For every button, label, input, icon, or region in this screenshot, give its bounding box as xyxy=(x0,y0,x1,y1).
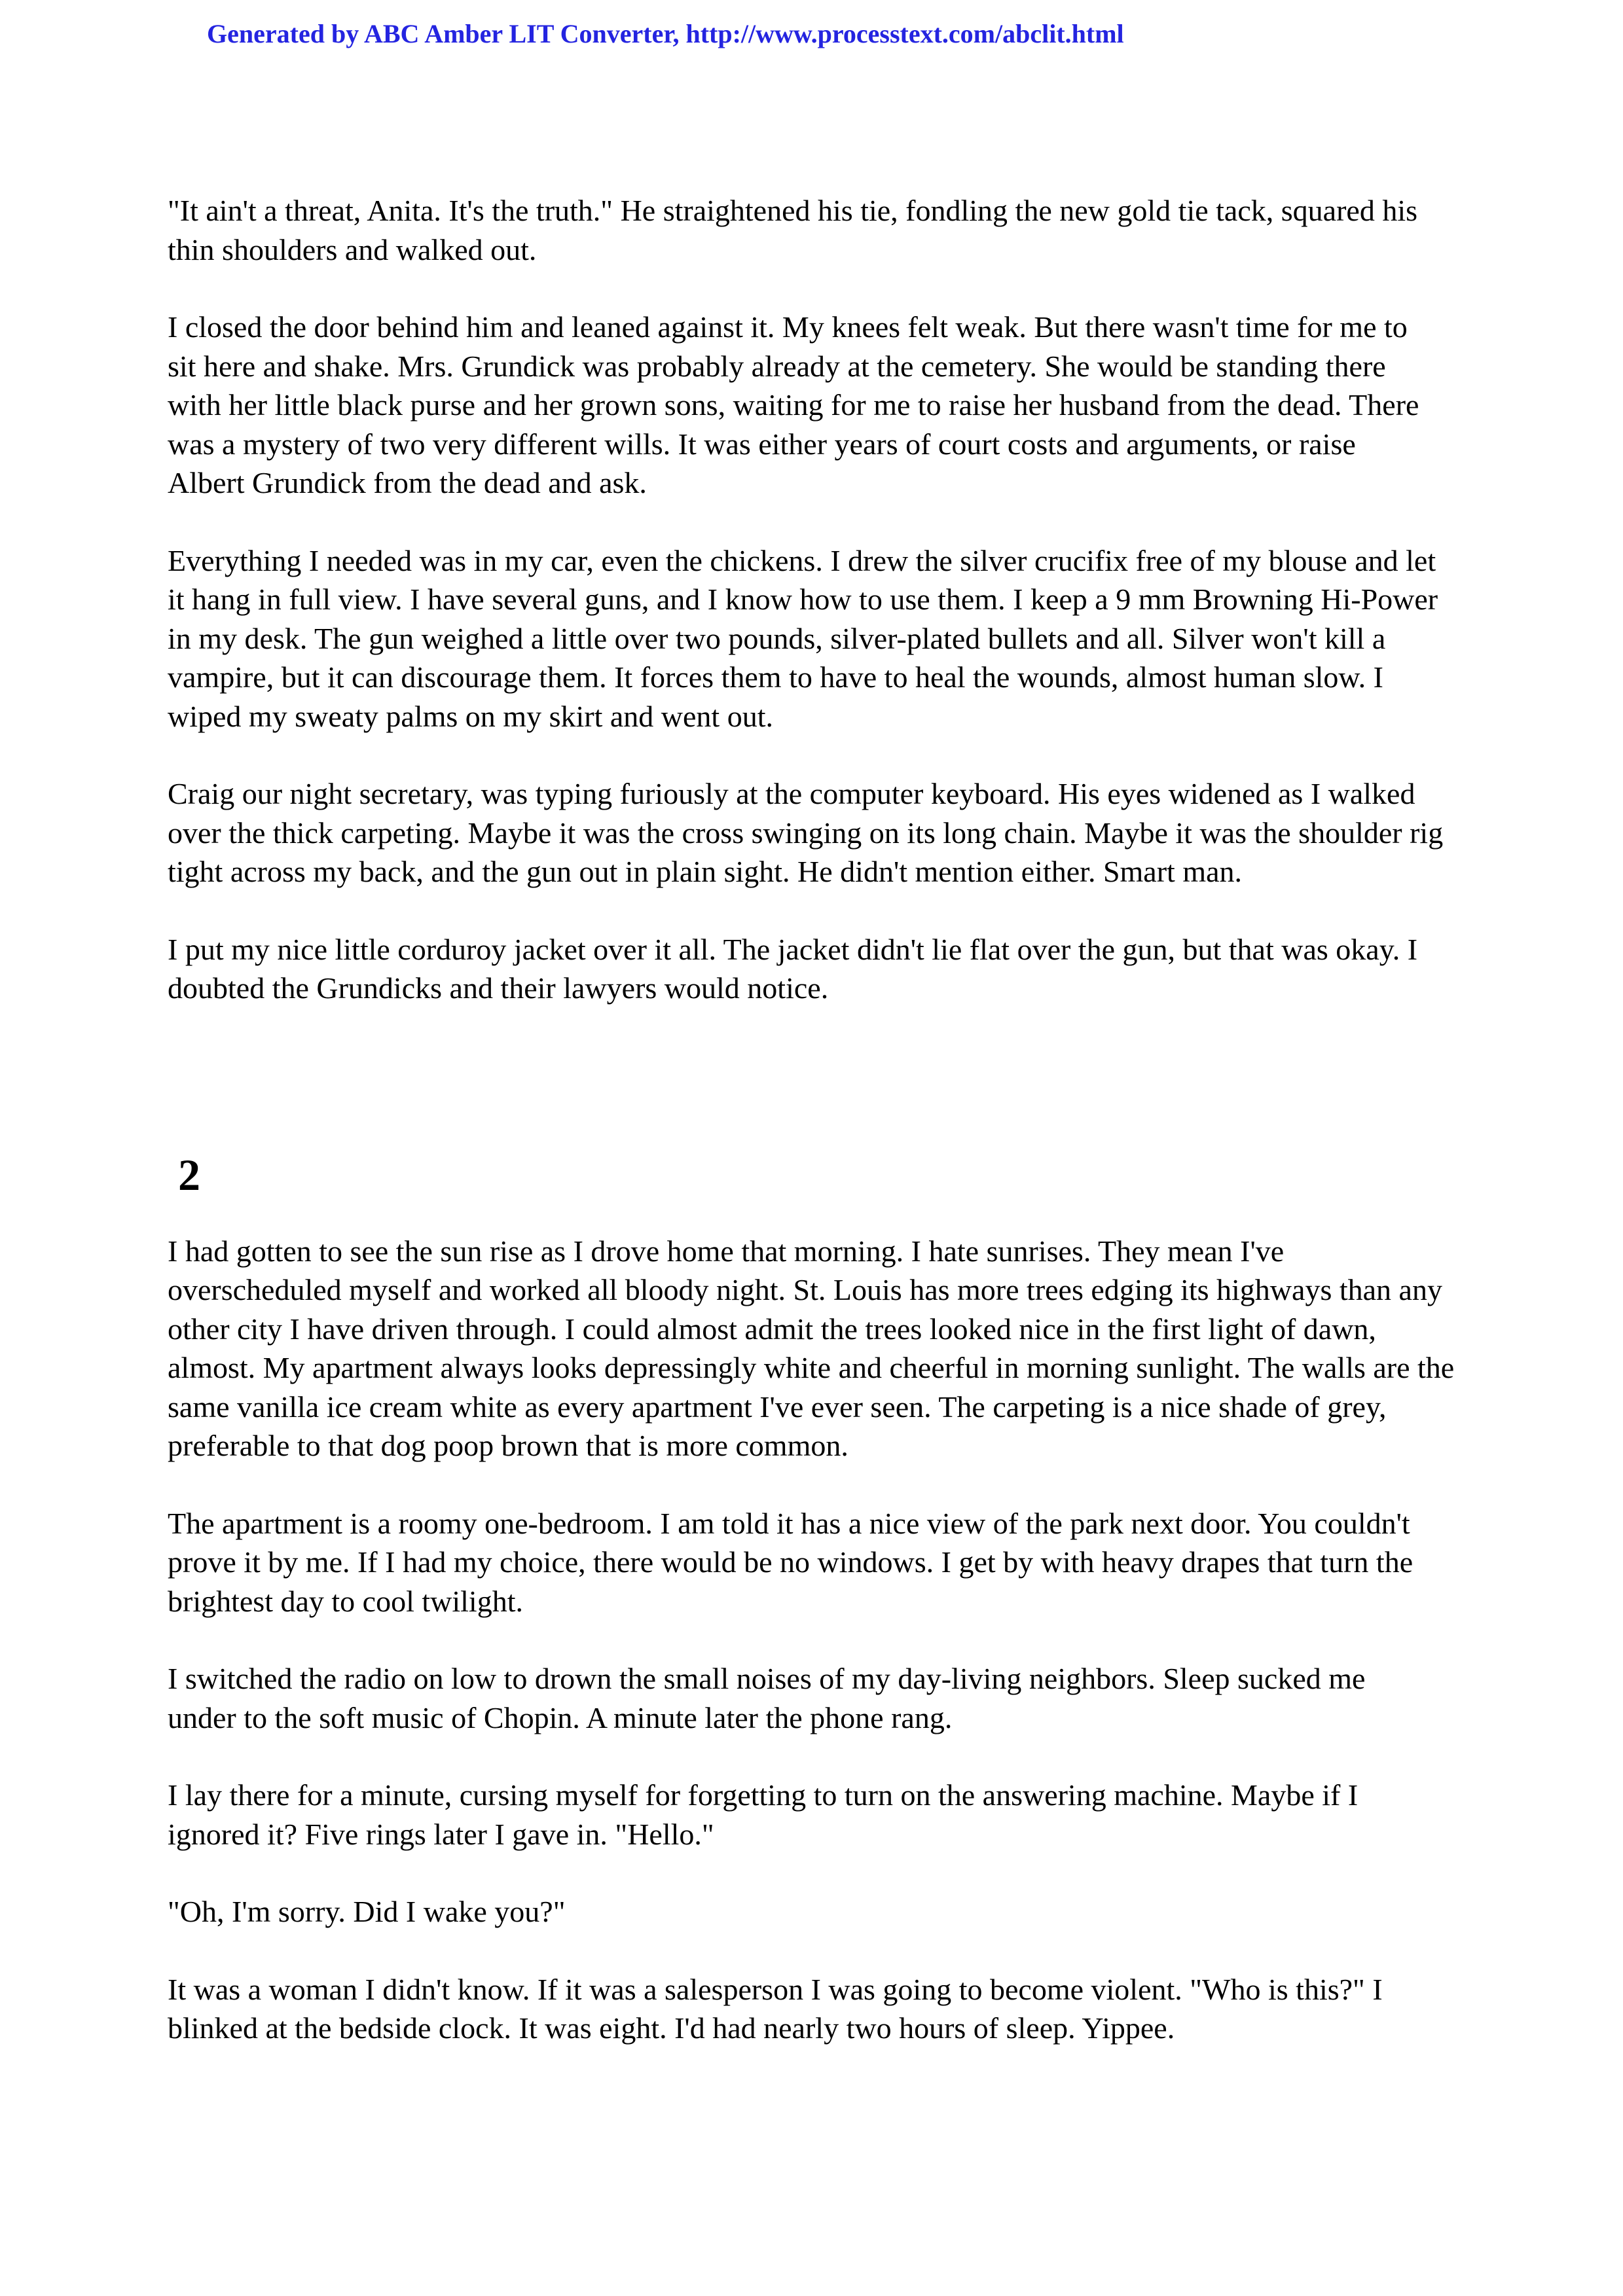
paragraph xyxy=(168,541,1477,736)
paragraph-line: I closed the door behind him and leaned against it. My knees felt weak. But there wasn't time for me to xyxy=(168,310,1408,344)
paragraph xyxy=(168,1504,1477,1621)
paragraph xyxy=(168,1659,1477,1737)
paragraph-line: wiped my sweaty palms on my skirt and went out. xyxy=(168,699,773,733)
converter-header: Generated by ABC Amber LIT Converter, http://www.processtext.com/abclit.html xyxy=(207,19,1124,48)
paragraph-line: over the thick carpeting. Maybe it was the cross swinging on its long chain. Maybe it was the shoulder rig xyxy=(168,816,1444,850)
paragraph xyxy=(168,1892,1477,1931)
section-after xyxy=(168,1232,1477,2048)
paragraph-line: It was a woman I didn't know. If it was a salesperson I was going to become violent. "Who is this?" I xyxy=(168,1972,1383,2006)
chapter-heading: 2 xyxy=(178,1149,200,1200)
paragraph-line: I switched the radio on low to drown the small noises of my day-living neighbors. Sleep sucked me xyxy=(168,1662,1366,1695)
paragraph-line: under to the soft music of Chopin. A minute later the phone rang. xyxy=(168,1700,953,1734)
paragraph-line: tight across my back, and the gun out in plain sight. He didn't mention either. Smart man. xyxy=(168,855,1243,888)
paragraph-line: "Oh, I'm sorry. Did I wake you?" xyxy=(168,1895,566,1928)
paragraph xyxy=(168,930,1477,1008)
paragraph-line: preferable to that dog poop brown that is more common. xyxy=(168,1429,848,1462)
paragraph-line: I had gotten to see the sun rise as I drove home that morning. I hate sunrises. They mean I've xyxy=(168,1234,1285,1268)
paragraph xyxy=(168,1232,1477,1465)
paragraph-line: Albert Grundick from the dead and ask. xyxy=(168,466,647,499)
paragraph-line: same vanilla ice cream white as every apartment I've ever seen. The carpeting is a nice shade of grey, xyxy=(168,1390,1387,1424)
paragraph xyxy=(168,1776,1477,1854)
paragraph xyxy=(168,308,1477,503)
paragraph-line: Everything I needed was in my car, even the chickens. I drew the silver crucifix free of my blouse and let xyxy=(168,543,1436,577)
paragraph-line: I put my nice little corduroy jacket over it all. The jacket didn't lie flat over the gun, but that was okay. I xyxy=(168,932,1418,966)
paragraph-line: thin shoulders and walked out. xyxy=(168,232,537,266)
paragraph-line: I lay there for a minute, cursing myself for forgetting to turn on the answering machine. Maybe if I xyxy=(168,1778,1359,1812)
paragraph-line: Craig our night secretary, was typing furiously at the computer keyboard. His eyes widened as I walked xyxy=(168,777,1415,810)
paragraph-line: doubted the Grundicks and their lawyers would notice. xyxy=(168,971,829,1005)
paragraph-line: ignored it? Five rings later I gave in. "Hello." xyxy=(168,1817,714,1851)
paragraph xyxy=(168,774,1477,891)
paragraph-line: in my desk. The gun weighed a little over two pounds, silver-plated bullets and all. Silver won't kill a xyxy=(168,621,1386,655)
paragraph-line: other city I have driven through. I could almost admit the trees looked nice in the first light of dawn, xyxy=(168,1312,1376,1346)
paragraph-line: prove it by me. If I had my choice, there would be no windows. I get by with heavy drapes that turn the xyxy=(168,1545,1413,1579)
paragraph xyxy=(168,1970,1477,2048)
section-before xyxy=(168,191,1477,1008)
paragraph-line: almost. My apartment always looks depressingly white and cheerful in morning sunlight. The walls are the xyxy=(168,1351,1455,1384)
paragraph-line: brightest day to cool twilight. xyxy=(168,1584,523,1618)
paragraph xyxy=(168,191,1477,269)
paragraph-line: The apartment is a roomy one-bedroom. I am told it has a nice view of the park next door. You couldn't xyxy=(168,1506,1410,1540)
paragraph-line: blinked at the bedside clock. It was eight. I'd had nearly two hours of sleep. Yippee. xyxy=(168,2011,1175,2045)
paragraph-line: overscheduled myself and worked all bloody night. St. Louis has more trees edging its highways than any xyxy=(168,1273,1442,1306)
paragraph-line: sit here and shake. Mrs. Grundick was probably already at the cemetery. She would be standing there xyxy=(168,349,1386,383)
paragraph-line: vampire, but it can discourage them. It forces them to have to heal the wounds, almost human slow. I xyxy=(168,660,1383,694)
paragraph-line: it hang in full view. I have several guns, and I know how to use them. I keep a 9 mm Browning Hi-Power xyxy=(168,583,1438,616)
paragraph-line: "It ain't a threat, Anita. It's the truth." He straightened his tie, fondling the new gold tie tack, squared his xyxy=(168,194,1417,227)
paragraph-line: was a mystery of two very different wills. It was either years of court costs and arguments, or raise xyxy=(168,427,1356,461)
paragraph-line: with her little black purse and her grown sons, waiting for me to raise her husband from the dead. There xyxy=(168,388,1419,422)
document-body xyxy=(168,191,1477,2087)
